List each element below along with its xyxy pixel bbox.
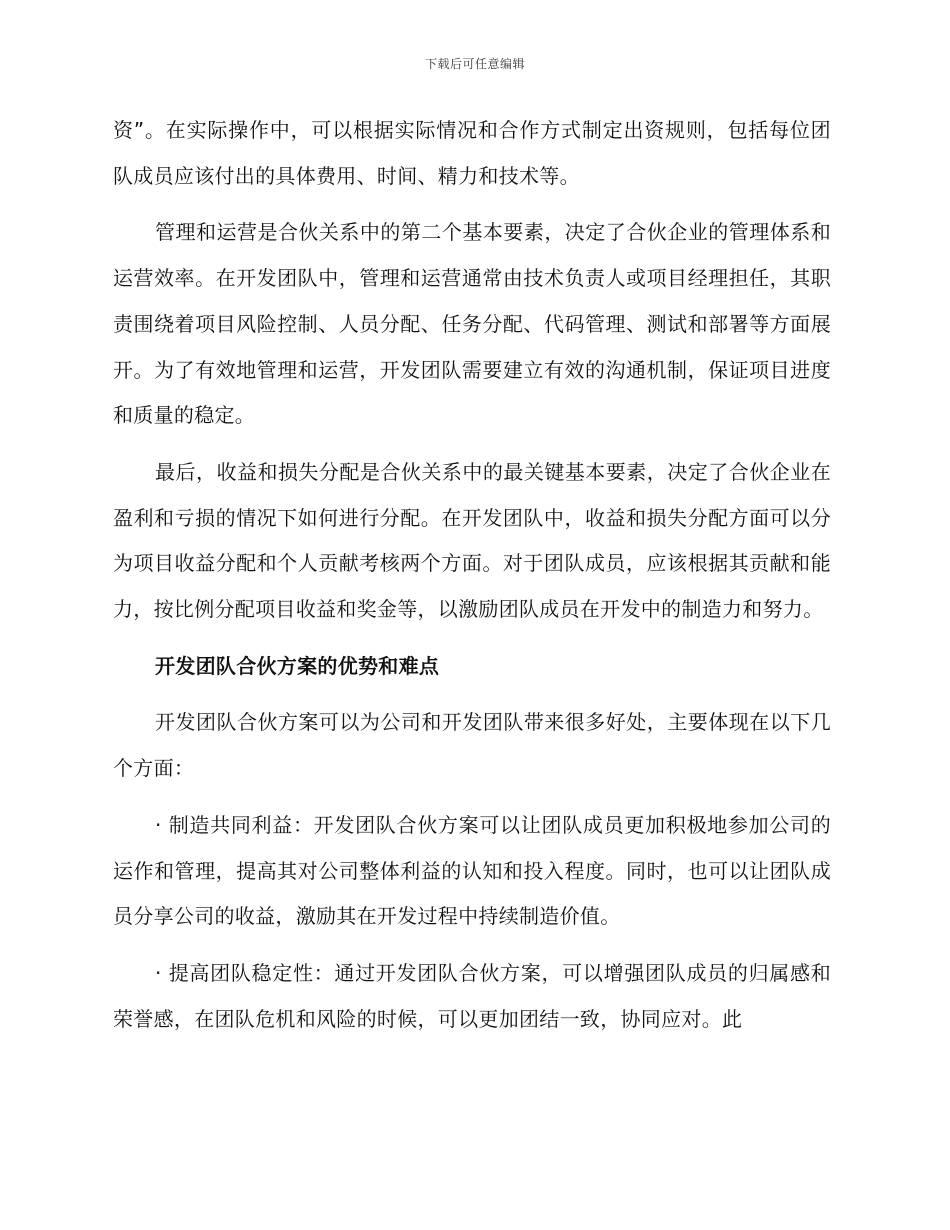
bullet-team-stability: · 提高团队稳定性：通过开发团队合伙方案，可以增强团队成员的归属感和荣誉感，在团队危机和风险的时候，可以更加团结一致，协同应对。此 <box>113 960 831 1031</box>
section-heading: 开发团队合伙方案的优势和难点 <box>155 653 440 678</box>
paragraph-advantages-intro: 开发团队合伙方案可以为公司和开发团队带来很多好处，主要体现在以下几个方面： <box>113 710 831 781</box>
paragraph-profit-loss: 最后，收益和损失分配是合伙关系中的最关键基本要素，决定了合伙企业在盈利和亏损的情况下如何进行分配。在开发团队中，收益和损失分配方面可以分为项目收益分配和个人贡献考核两个方面。对于团队成员，应该根据其贡献和能力，按比例分配项目收益和奖金等，以激励团队成员在开发中的制造力和努力。 <box>113 459 831 622</box>
document-body <box>113 108 831 1053</box>
paragraph-continuation: 资”。在实际操作中，可以根据实际情况和合作方式制定出资规则，包括每位团队成员应该付出的具体费用、时间、精力和技术等。 <box>113 118 831 188</box>
bullet-common-interest: · 制造共同利益：开发团队合伙方案可以让团队成员更加积极地参加公司的运作和管理，提高其对公司整体利益的认知和投入程度。同时，也可以让团队成员分享公司的收益，激励其在开发过程中持续制造价值。 <box>113 812 831 929</box>
page-header: 下载后可任意编辑 <box>424 57 525 71</box>
paragraph-management: 管理和运营是合伙关系中的第二个基本要素，决定了合伙企业的管理体系和运营效率。在开发团队中，管理和运营通常由技术负责人或项目经理担任，其职责围绕着项目风险控制、人员分配、任务分配、代码管理、测试和部署等方面展开。为了有效地管理和运营，开发团队需要建立有效的沟通机制，保证项目进度和质量的稳定。 <box>113 220 831 428</box>
